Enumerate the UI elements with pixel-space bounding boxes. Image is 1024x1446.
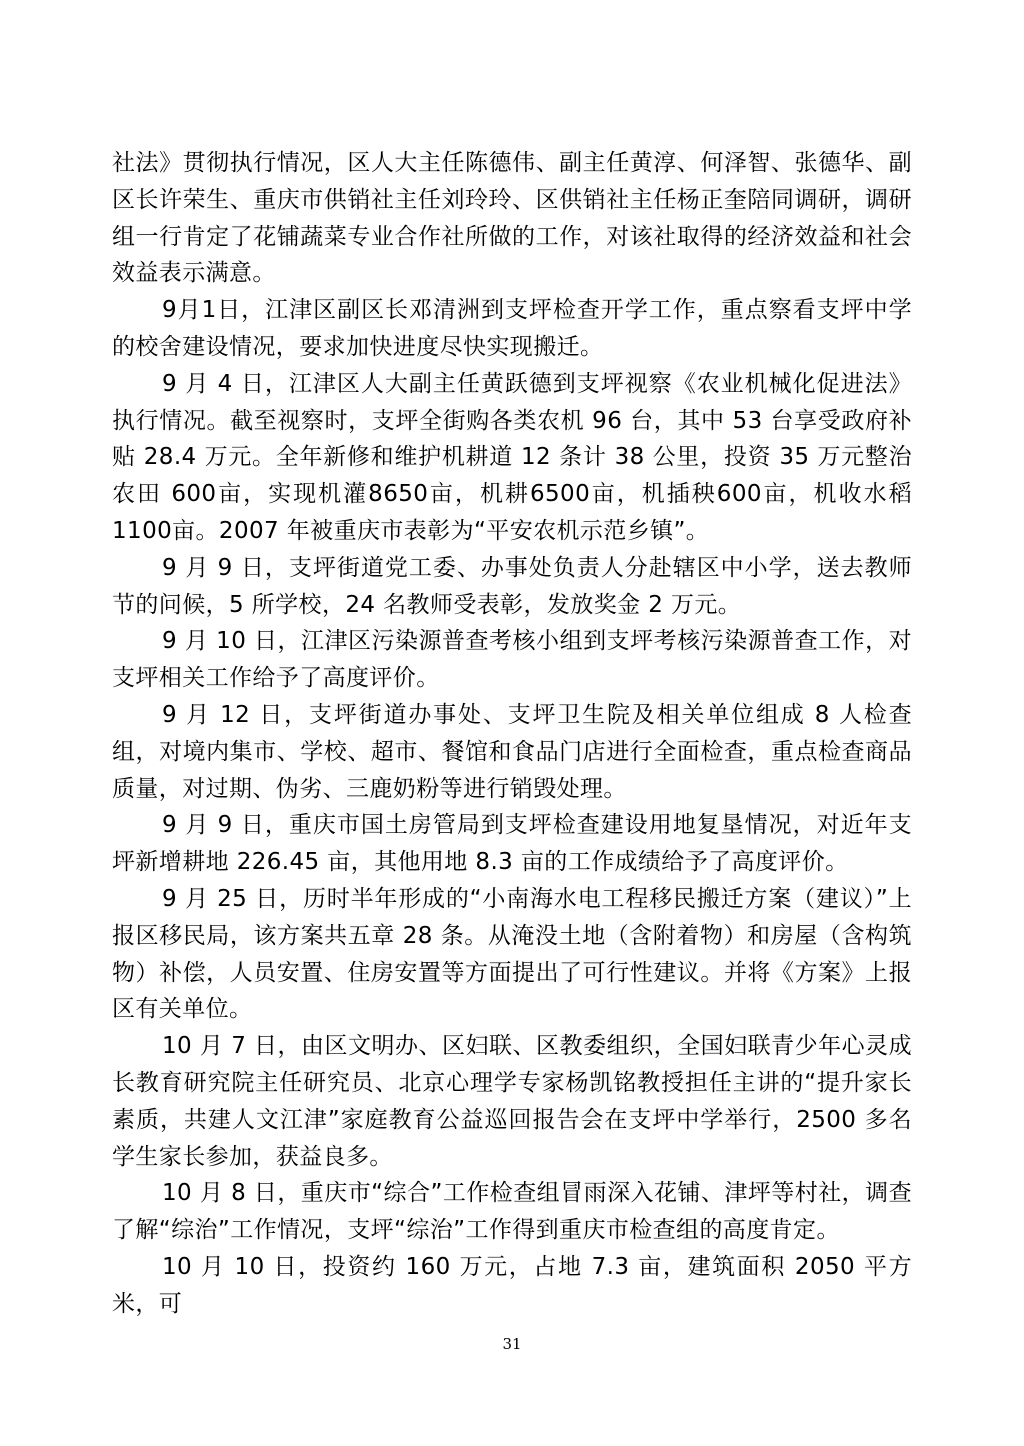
paragraph-sep-12: 9 月 12 日，支坪街道办事处、支坪卫生院及相关单位组成 8 人检查组，对境内集市、学校、超市、餐馆和食品门店进行全面检查，重点检查商品质量，对过期、伪劣、三鹿奶粉等进行销毁处理。 [112, 701, 912, 802]
paragraph-sep-9-land: 9 月 9 日，重庆市国土房管局到支坪检查建设用地复垦情况，对近年支坪新增耕地 226.45 亩，其他用地 8.3 亩的工作成绩给予了高度评价。 [112, 812, 912, 876]
paragraph-sep-4: 9 月 4 日，江津区人大副主任黄跃德到支坪视察《农业机械化促进法》执行情况。截至视察时，支坪全街购各类农机 96 台，其中 53 台享受政府补贴 28.4 万元。全年新修和维护机耕道 12 条计 38 公里，投资 35 万元整治农田 600亩，实现机灌8650亩，机耕6500亩，机插秧600亩，机收水稻1100亩。2007 年被重庆市表彰为“平安农机示范乡镇”。 [112, 370, 912, 544]
paragraph-sep-1: 9月1日，江津区副区长邓清洲到支坪检查开学工作，重点察看支坪中学的校舍建设情况，要求加快进度尽快实现搬迁。 [112, 297, 912, 360]
paragraph-oct-10: 10 月 10 日，投资约 160 万元，占地 7.3 亩，建筑面积 2050 平方米，可 [112, 1253, 912, 1317]
paragraph-sep-9-teachers: 9 月 9 日，支坪街道党工委、办事处负责人分赴辖区中小学，送去教师节的问候，5 所学校，24 名教师受表彰，发放奖金 2 万元。 [112, 554, 912, 618]
document-body [112, 145, 912, 1323]
paragraph-oct-8: 10 月 8 日，重庆市“综合”工作检查组冒雨深入花铺、津坪等村社，调查了解“综治”工作情况，支坪“综治”工作得到重庆市检查组的高度肯定。 [112, 1180, 912, 1244]
paragraph-continuation: 社法》贯彻执行情况，区人大主任陈德伟、副主任黄淳、何泽智、张德华、副区长许荣生、重庆市供销社主任刘玲玲、区供销社主任杨正奎陪同调研，调研组一行肯定了花铺蔬菜专业合作社所做的工作，对该社取得的经济效益和社会效益表示满意。 [112, 150, 912, 287]
paragraph-oct-7: 10 月 7 日，由区文明办、区妇联、区教委组织，全国妇联青少年心灵成长教育研究院主任研究员、北京心理学专家杨凯铭教授担任主讲的“提升家长素质，共建人文江津”家庭教育公益巡回报告会在支坪中学举行，2500 多名学生家长参加，获益良多。 [112, 1033, 912, 1170]
paragraph-sep-25: 9 月 25 日，历时半年形成的“小南海水电工程移民搬迁方案（建议）”上报区移民局，该方案共五章 28 条。从淹没土地（含附着物）和房屋（含构筑物）补偿，人员安置、住房安置等方面提出了可行性建议。并将《方案》上报区有关单位。 [112, 885, 912, 1023]
page-number: 31 [502, 1335, 522, 1353]
paragraph-sep-10: 9 月 10 日，江津区污染源普查考核小组到支坪考核污染源普查工作，对支坪相关工作给予了高度评价。 [112, 628, 912, 692]
